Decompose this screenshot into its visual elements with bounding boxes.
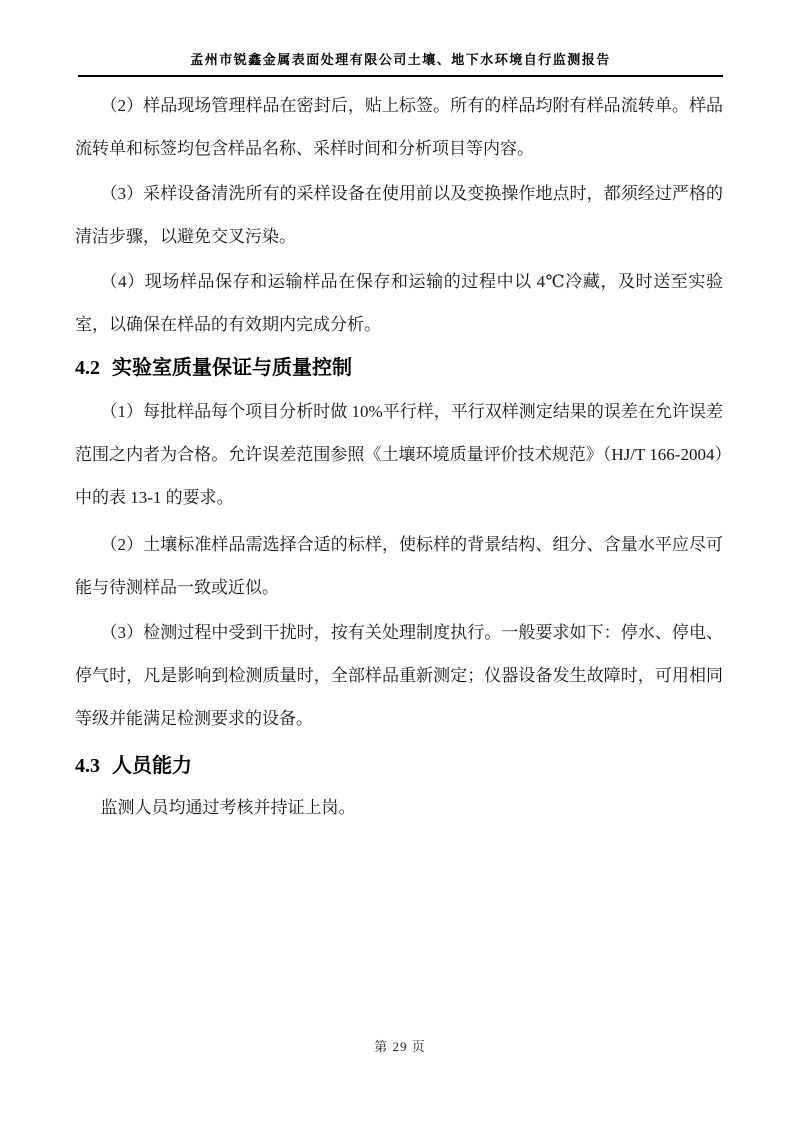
- section-number: 4.2: [75, 357, 100, 379]
- paragraph-soil-standard-samples: （2）土壤标准样品需选择合适的标样，使标样的背景结构、组分、含量水平应尽可能与待测样品一致或近似。: [75, 535, 723, 597]
- section-heading-4-3: [75, 752, 723, 780]
- section-title: 实验室质量保证与质量控制: [112, 357, 352, 379]
- document-body: [75, 84, 723, 831]
- paragraph-parallel-samples: （1）每批样品每个项目分析时做 10%平行样，平行双样测定结果的误差在允许误差范围之内者为合格。允许误差范围参照《土壤环境质量评价技术规范》（HJ/T 166-2004）中的表 13-1 的要求。: [75, 402, 723, 507]
- section-heading-4-2: [75, 354, 723, 382]
- paragraph-equipment-cleaning: （3）采样设备清洗所有的采样设备在使用前以及变换操作地点时，都须经过严格的清洁步骤，以避免交叉污染。: [75, 184, 723, 246]
- document-header-title: 孟州市锐鑫金属表面处理有限公司土壤、地下水环境自行监测报告: [78, 49, 723, 77]
- paragraph-sample-management: （2）样品现场管理样品在密封后，贴上标签。所有的样品均附有样品流转单。样品流转单和标签均包含样品名称、采样时间和分析项目等内容。: [75, 96, 723, 158]
- section-title: 人员能力: [112, 755, 192, 777]
- paragraph-personnel-certification: 监测人员均通过考核并持证上岗。: [100, 798, 356, 817]
- paragraph-interference-handling: （3）检测过程中受到干扰时，按有关处理制度执行。一般要求如下：停水、停电、停气时，凡是影响到检测质量时，全部样品重新测定；仪器设备发生故障时，可用相同等级并能满足检测要求的设备。: [75, 623, 723, 728]
- page-number: 第 29 页: [374, 1039, 426, 1054]
- paragraph-sample-storage-transport: （4）现场样品保存和运输样品在保存和运输的过程中以 4℃冷藏，及时送至实验室，以确保在样品的有效期内完成分析。: [75, 272, 723, 334]
- section-number: 4.3: [75, 755, 100, 777]
